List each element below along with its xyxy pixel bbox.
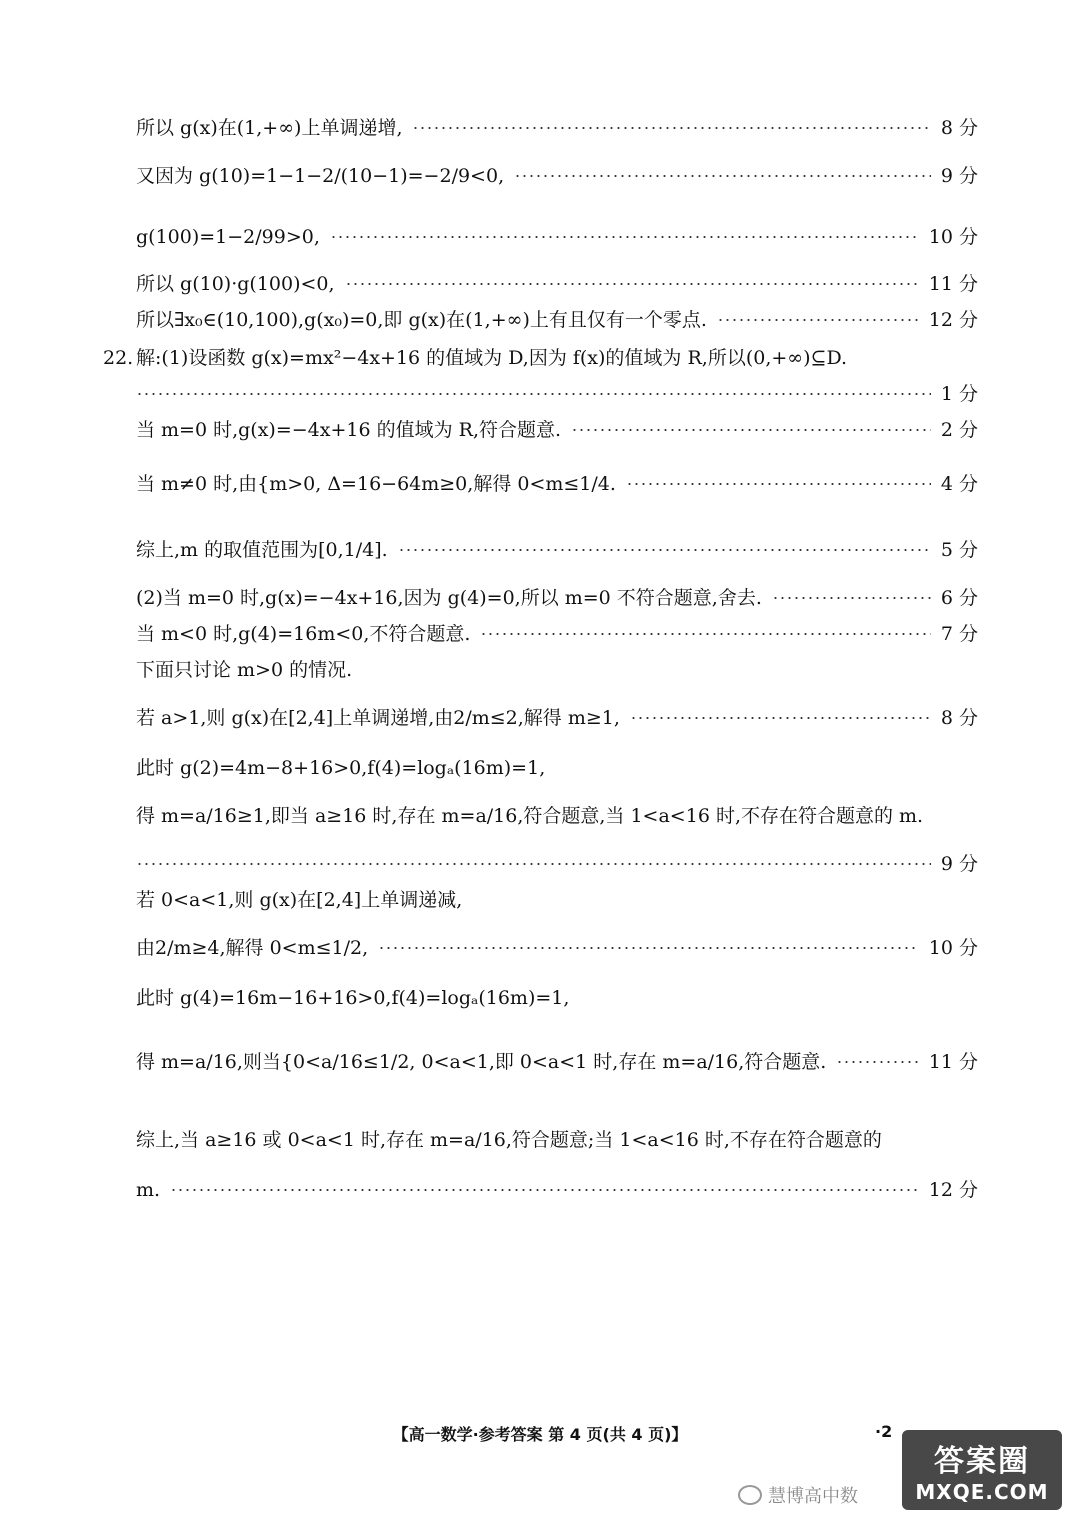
score: 7 分	[940, 623, 978, 645]
score: 11 分	[928, 273, 978, 295]
score: 10 分	[928, 226, 978, 248]
answer-line	[136, 382, 978, 406]
wechat-icon	[738, 1485, 762, 1505]
answer-line: 当 m≠0 时,由{m>0, Δ=16−64m≥0,解得 0<m≤1/4. 4 分	[136, 473, 978, 495]
score: 8 分	[940, 117, 978, 139]
answer-line: 由2/m≥4,解得 0<m≤1/2, 10 分	[136, 937, 978, 959]
question-number: 22.	[103, 347, 134, 369]
answer-line: 下面只讨论 m>0 的情况.	[136, 659, 353, 681]
answer-line: (2)当 m=0 时,g(x)=−4x+16,因为 g(4)=0,所以 m=0 不符合题意,舍去. 6 分	[136, 587, 978, 609]
page-footer: 【高一数学·参考答案 第 4 页(共 4 页)】	[392, 1425, 688, 1444]
score: 1 分	[940, 383, 978, 405]
score: 12 分	[928, 309, 978, 331]
score: 6 分	[940, 587, 978, 609]
site-logo: 答案圈 MXQE.COM	[902, 1430, 1062, 1510]
page-mark: ·2	[875, 1422, 893, 1441]
answer-line: 所以 g(x)在(1,+∞)上单调递增, 8 分	[136, 117, 978, 139]
answer-line: 解:(1)设函数 g(x)=mx²−4x+16 的值域为 D,因为 f(x)的值域为 R,所以(0,+∞)⊆D.	[136, 347, 848, 369]
answer-line: 此时 g(4)=16m−16+16>0,f(4)=logₐ(16m)=1,	[136, 987, 570, 1009]
score: 9 分	[940, 165, 978, 187]
score: 12 分	[928, 1179, 978, 1201]
score: 4 分	[940, 473, 978, 495]
answer-line: 当 m<0 时,g(4)=16m<0,不符合题意. 7 分	[136, 623, 978, 645]
score: 11 分	[928, 1051, 978, 1073]
social-watermark: 慧博高中数	[738, 1482, 858, 1508]
score: 5 分	[940, 539, 978, 561]
answer-line: 又因为 g(10)=1−1−2/(10−1)=−2/9<0, 9 分	[136, 165, 978, 187]
answer-line: m. 12 分	[136, 1179, 978, 1201]
answer-line: g(100)=1−2/99>0, 10 分	[136, 226, 978, 248]
answer-line: 所以 g(10)·g(100)<0, 11 分	[136, 273, 978, 295]
score: 10 分	[928, 937, 978, 959]
answer-line: 所以∃x₀∈(10,100),g(x₀)=0,即 g(x)在(1,+∞)上有且仅有一个零点. 12 分	[136, 309, 978, 331]
answer-line: 综上,m 的取值范围为[0,1/4]. 5 分	[136, 539, 978, 561]
score: 8 分	[940, 707, 978, 729]
answer-line	[136, 852, 978, 876]
answer-line: 当 m=0 时,g(x)=−4x+16 的值域为 R,符合题意. 2 分	[136, 419, 978, 441]
answer-line: 得 m=a/16≥1,即当 a≥16 时,存在 m=a/16,符合题意,当 1<a<16 时,不存在符合题意的 m.	[136, 805, 924, 827]
answer-line: 此时 g(2)=4m−8+16>0,f(4)=logₐ(16m)=1,	[136, 757, 546, 779]
score: 2 分	[940, 419, 978, 441]
answer-line: 若 0<a<1,则 g(x)在[2,4]上单调递减,	[136, 889, 463, 911]
answer-line: 综上,当 a≥16 或 0<a<1 时,存在 m=a/16,符合题意;当 1<a<16 时,不存在符合题意的	[136, 1129, 882, 1151]
answer-line: 得 m=a/16,则当{0<a/16≤1/2, 0<a<1,即 0<a<1 时,存在 m=a/16,符合题意. 11 分	[136, 1051, 978, 1073]
answer-line: 若 a>1,则 g(x)在[2,4]上单调递增,由2/m≤2,解得 m≥1, 8 分	[136, 707, 978, 729]
score: 9 分	[940, 853, 978, 875]
